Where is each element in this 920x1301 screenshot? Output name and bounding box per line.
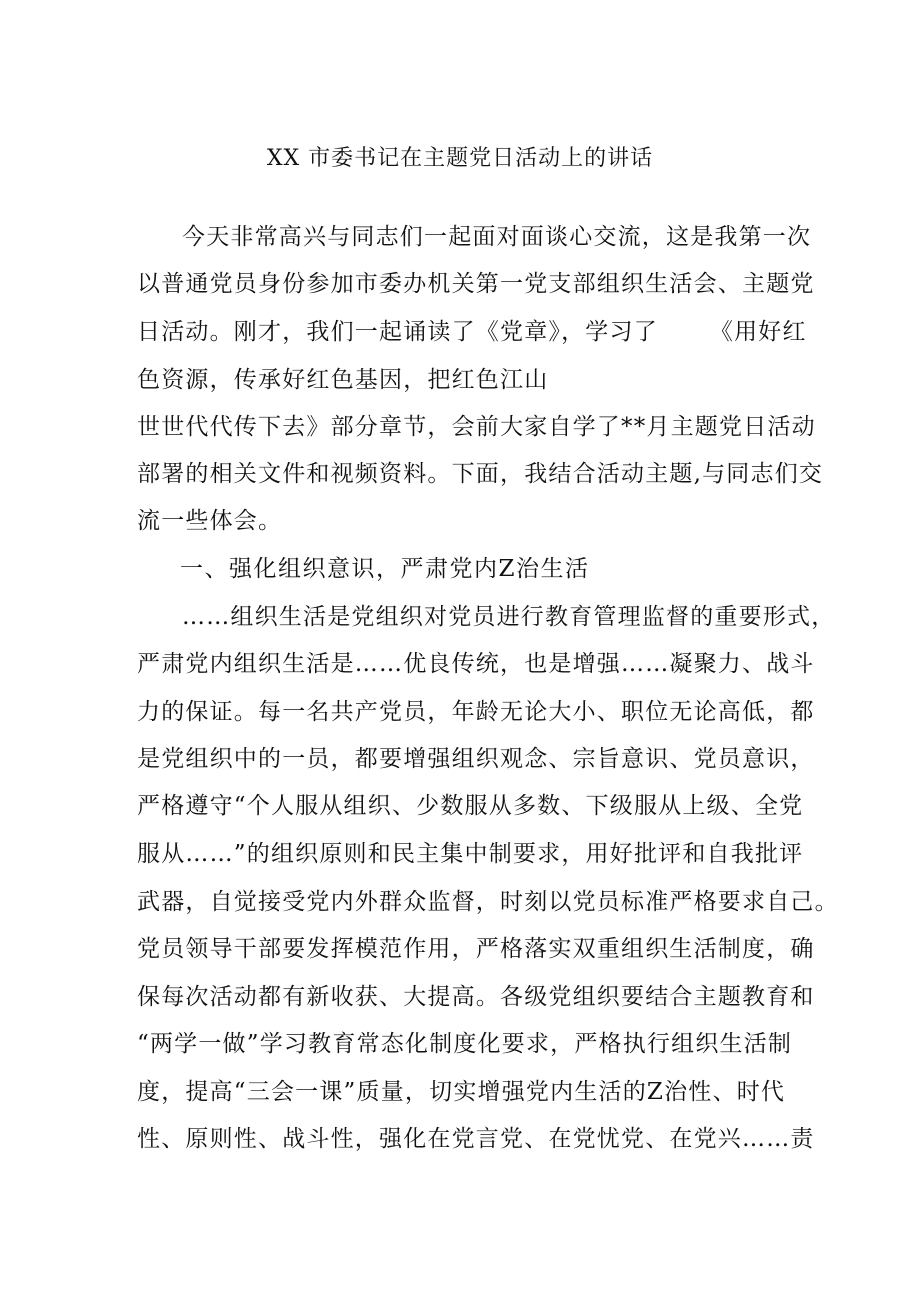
paragraph-line: 性、原则性、战斗性，强化在党言党、在党忧党、在党兴……责 — [137, 1126, 815, 1152]
paragraph-line: 流一些体会。 — [137, 508, 283, 534]
paragraph-line-wrapper — [137, 316, 807, 348]
paragraph-line: 今天非常高兴与同志们一起面对面谈心交流，这是我第一次 — [182, 224, 812, 250]
paragraph-line: 是党组织中的一员，都要增强组织观念、宗旨意识、党员意识， — [137, 746, 815, 772]
section-heading: 一、强化组织意识，严肃党内Z治生活 — [180, 556, 590, 582]
paragraph-line: 严肃党内组织生活是……优良传统，也是增强……凝聚力、战斗 — [137, 651, 815, 677]
paragraph-line: 世世代代传下去》部分章节，会前大家自学了**月主题党日活动 — [137, 414, 816, 440]
paragraph-line: 部署的相关文件和视频资料。下面，我结合活动主题,与同志们交 — [137, 461, 824, 487]
paragraph-line: 度，提高“三会一课”质量，切实增强党内生活的Z治性、时代 — [137, 1079, 786, 1105]
paragraph-line: ……组织生活是党组织对党员进行教育管理监督的重要形式， — [182, 604, 836, 630]
paragraph-line: 党员领导干部要发挥模范作用，严格落实双重组织生活制度，确 — [137, 936, 815, 962]
paragraph-line: 力的保证。每一名共产党员，年龄无论大小、职位无论高低，都 — [137, 699, 815, 725]
paragraph-line: 《用好红 — [709, 319, 807, 345]
paragraph-line: 保每次活动都有新收获、大提高。各级党组织要结合主题教育和 — [137, 984, 815, 1010]
paragraph-line: “两学一做”学习教育常态化制度化要求，严格执行组织生活制 — [137, 1031, 793, 1057]
document-title: XX 市委书记在主题党日活动上的讲话 — [266, 146, 654, 171]
paragraph-line: 日活动。刚才，我们一起诵读了《党章》，学习了 — [137, 319, 658, 345]
paragraph-line: 服从……”的组织原则和民主集中制要求，用好批评和自我批评 — [137, 841, 804, 867]
paragraph-line: 以普通党员身份参加市委办机关第一党支部组织生活会、主题党 — [137, 271, 815, 297]
paragraph-line: 严格遵守“个人服从组织、少数服从多数、下级服从上级、全党 — [137, 793, 804, 819]
paragraph-line: 武器，自觉接受党内外群众监督，时刻以党员标准严格要求自己。 — [137, 889, 839, 915]
paragraph-line: 色资源，传承好红色基因，把红色江山 — [137, 367, 549, 393]
